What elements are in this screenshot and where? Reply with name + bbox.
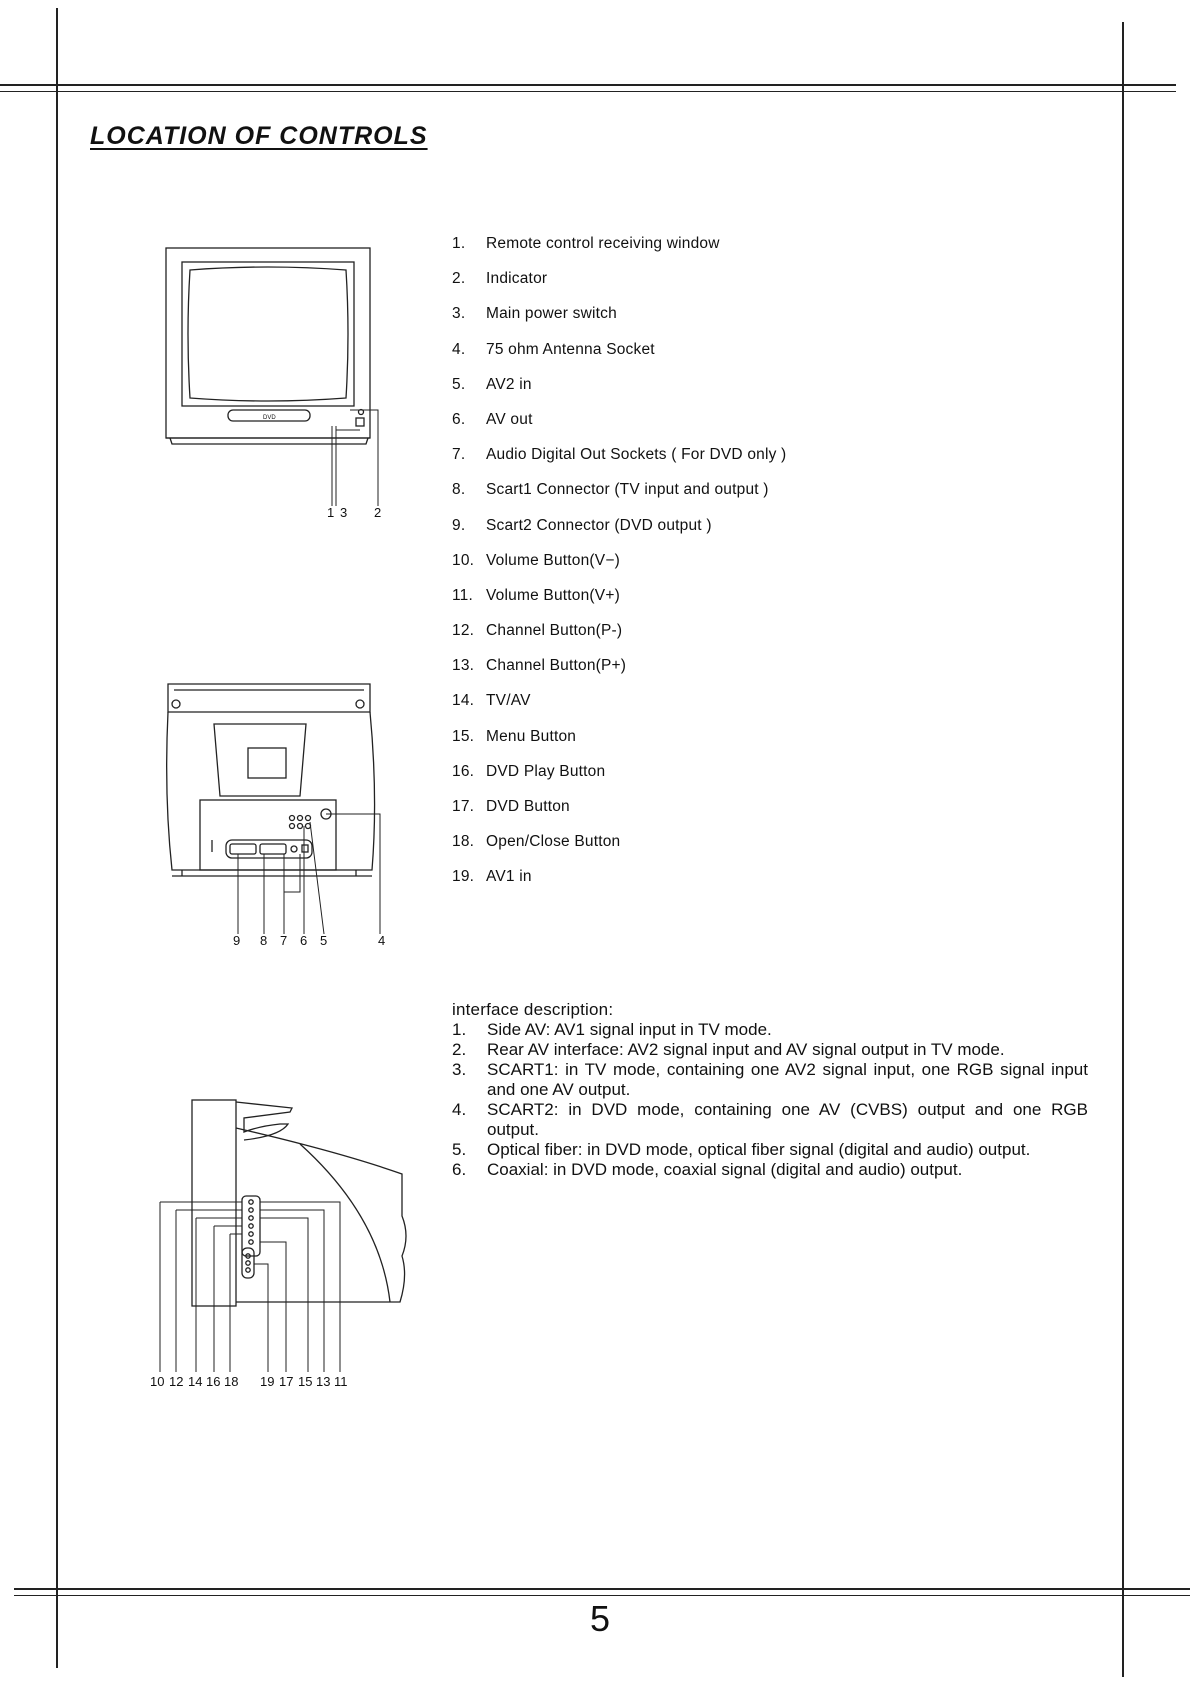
callout-4: 4	[378, 933, 386, 948]
interface-text: Coaxial: in DVD mode, coaxial signal (digital and audio) output.	[487, 1160, 963, 1179]
list-item: 19. AV1 in	[452, 867, 1072, 902]
callout-9: 9	[233, 933, 241, 948]
tv-bezel-outline	[182, 262, 354, 406]
control-label: Audio Digital Out Sockets ( For DVD only )	[486, 446, 787, 464]
frame-top-line-inner	[0, 91, 1176, 92]
frame-bottom-line-inner	[14, 1595, 1190, 1596]
list-item: 15. Menu Button	[452, 727, 1072, 762]
list-item: 2. Indicator	[452, 269, 1072, 304]
list-item: 10. Volume Button(V−)	[452, 551, 1072, 586]
list-item: 16. DVD Play Button	[452, 762, 1072, 797]
rear-shell	[167, 712, 375, 870]
control-label: DVD Button	[486, 798, 570, 815]
list-item: 12. Channel Button(P-)	[452, 621, 1072, 656]
list-item: 9. Scart2 Connector (DVD output )	[452, 516, 1072, 551]
callout-8: 8	[260, 933, 268, 948]
frame-bottom-line	[14, 1588, 1190, 1590]
connector-group	[226, 840, 312, 858]
list-item: 8. Scart1 Connector (TV input and output )	[452, 480, 1072, 515]
list-item: 3. Main power switch	[452, 304, 1072, 339]
side-button-panel	[242, 1196, 260, 1256]
list-item: 1. Remote control receiving window	[452, 234, 1072, 269]
tv-screen	[188, 267, 348, 401]
side-back-shell	[236, 1128, 406, 1302]
callout-1: 1	[327, 505, 335, 520]
list-item: 5. AV2 in	[452, 375, 1072, 410]
rear-label-plate	[248, 748, 286, 778]
callout-11: 11	[334, 1374, 348, 1389]
interface-text: SCART1: in TV mode, containing one AV2 signal input, one RGB signal input and one AV output.	[487, 1060, 1088, 1099]
interface-text: SCART2: in DVD mode, containing one AV (CVBS) output and one RGB output.	[487, 1100, 1088, 1139]
callout-3: 3	[340, 505, 348, 520]
control-label: Remote control receiving window	[486, 235, 720, 252]
interface-title: interface description:	[452, 1000, 614, 1019]
control-label: Volume Button(V−)	[486, 551, 620, 569]
list-item: 13. Channel Button(P+)	[452, 656, 1072, 691]
list-item: 2. Rear AV interface: AV2 signal input and AV signal output in TV mode.	[452, 1040, 1088, 1060]
list-item: 4. SCART2: in DVD mode, containing one AV (CVBS) output and one RGB output.	[452, 1100, 1088, 1139]
scart1-socket	[260, 844, 286, 854]
control-label: AV1 in	[486, 868, 532, 886]
callout-14: 14	[188, 1374, 203, 1389]
frame-left-line	[56, 8, 58, 1668]
callout-18: 18	[224, 1374, 239, 1389]
control-label: AV2 in	[486, 375, 532, 393]
callout-16: 16	[206, 1374, 221, 1389]
control-label: Volume Button(V+)	[486, 586, 620, 604]
callout-7: 7	[280, 933, 288, 948]
callout-10: 10	[150, 1374, 165, 1389]
frame-top-line	[0, 84, 1176, 86]
interface-description	[452, 1000, 1088, 1180]
list-item: 18. Open/Close Button	[452, 832, 1072, 867]
controls-list	[452, 234, 1072, 903]
control-label: Scart1 Connector (TV input and output )	[486, 481, 769, 499]
callout-6: 6	[300, 933, 308, 948]
list-item: 3. SCART1: in TV mode, containing one AV2 signal input, one RGB signal input and one AV output.	[452, 1060, 1088, 1099]
tv-logo: DVD	[263, 415, 276, 421]
control-label: Menu Button	[486, 727, 577, 745]
scart2-socket	[230, 844, 256, 854]
callout-5: 5	[320, 933, 328, 948]
side-av-jack-panel	[242, 1248, 254, 1278]
frame-right-line	[1122, 22, 1124, 1677]
control-label: AV out	[486, 410, 533, 428]
power-switch-shape	[356, 418, 364, 426]
control-label: Channel Button(P+)	[486, 657, 627, 675]
callout-12: 12	[169, 1374, 184, 1389]
page-title: LOCATION OF CONTROLS	[90, 122, 428, 150]
interface-list	[452, 1020, 1088, 1180]
front-view-figure	[160, 240, 400, 520]
callout-13: 13	[316, 1374, 331, 1389]
tv-base-foot	[170, 438, 368, 444]
page-number: 5	[589, 1598, 611, 1639]
list-item: 6. AV out	[452, 410, 1072, 445]
control-label: DVD Play Button	[486, 762, 606, 780]
list-item: 5. Optical fiber: in DVD mode, optical fiber signal (digital and audio) output.	[452, 1140, 1088, 1160]
list-item: 11. Volume Button(V+)	[452, 586, 1072, 621]
list-item: 14. TV/AV	[452, 691, 1072, 726]
rear-top-handle	[168, 684, 370, 712]
control-label: Indicator	[486, 270, 548, 288]
rear-view-figure	[160, 676, 420, 956]
control-label: Scart2 Connector (DVD output )	[486, 516, 712, 534]
callout-15: 15	[298, 1374, 313, 1389]
interface-text: Optical fiber: in DVD mode, optical fiber signal (digital and audio) output.	[487, 1140, 1031, 1159]
list-item: 6. Coaxial: in DVD mode, coaxial signal (digital and audio) output.	[452, 1160, 1088, 1180]
list-item: 1. Side AV: AV1 signal input in TV mode.	[452, 1020, 1088, 1040]
rear-connector-panel	[200, 800, 336, 870]
control-label: 75 ohm Antenna Socket	[486, 340, 655, 358]
list-item: 7. Audio Digital Out Sockets ( For DVD only )	[452, 445, 1072, 480]
interface-text: Rear AV interface: AV2 signal input and AV signal output in TV mode.	[487, 1040, 1005, 1059]
callout-17: 17	[279, 1374, 294, 1389]
control-label: Open/Close Button	[486, 833, 621, 851]
control-label: Channel Button(P-)	[486, 622, 623, 640]
side-view-figure	[140, 1096, 430, 1396]
callout-19: 19	[260, 1374, 275, 1389]
callout-2: 2	[374, 505, 382, 520]
interface-text: Side AV: AV1 signal input in TV mode.	[487, 1020, 772, 1039]
control-label: TV/AV	[486, 692, 531, 710]
rear-vent	[214, 724, 306, 796]
control-label: Main power switch	[486, 305, 617, 323]
list-item: 4. 75 ohm Antenna Socket	[452, 340, 1072, 375]
list-item: 17. DVD Button	[452, 797, 1072, 832]
